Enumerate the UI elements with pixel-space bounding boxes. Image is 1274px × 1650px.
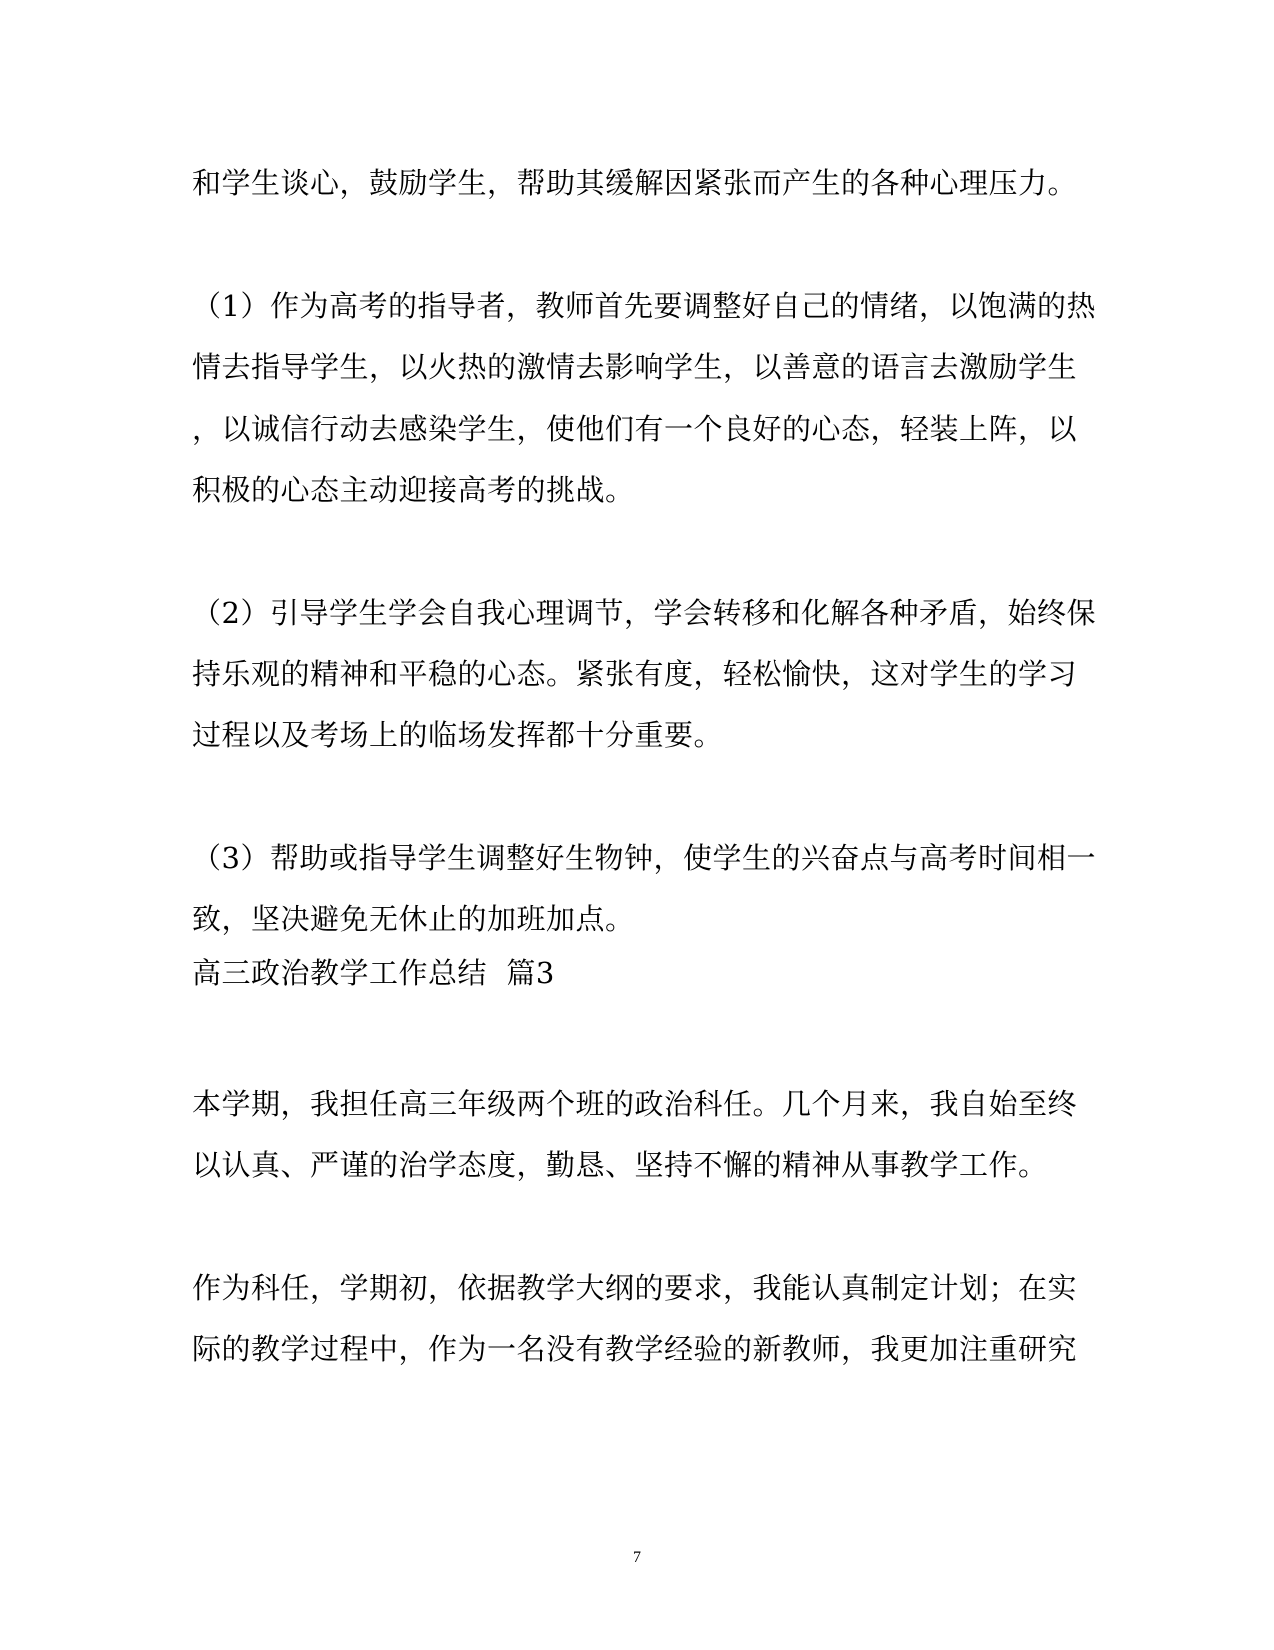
text-line: ，以诚信行动去感染学生，使他们有一个良好的心态，轻装上阵，以 [192,412,1078,446]
text-line: 作为科任，学期初，依据教学大纲的要求，我能认真制定计划；在实 [192,1271,1078,1305]
text-line: 际的教学过程中，作为一名没有教学经验的新教师，我更加注重研究 [192,1332,1078,1366]
text-line: 以认真、严谨的治学态度，勤恳、坚持不懈的精神从事教学工作。 [192,1148,1048,1182]
text-line: 积极的心态主动迎接高考的挑战。 [192,473,635,507]
text-line: 和学生谈心，鼓励学生，帮助其缓解因紧张而产生的各种心理压力。 [192,166,1078,200]
section-heading: 高三政治教学工作总结 篇3 [192,956,555,990]
text-line: 过程以及考场上的临场发挥都十分重要。 [192,718,724,752]
page-number: 7 [633,1549,641,1566]
text-line: 本学期，我担任高三年级两个班的政治科任。几个月来，我自始至终 [192,1087,1078,1121]
text-line: 情去指导学生，以火热的激情去影响学生，以善意的语言去激励学生 [192,350,1078,384]
text-line: 持乐观的精神和平稳的心态。紧张有度，轻松愉快，这对学生的学习 [192,657,1078,691]
text-line: （1）作为高考的指导者，教师首先要调整好自己的情绪，以饱满的热 [192,289,1096,323]
text-line: 致，坚决避免无休止的加班加点。 [192,902,635,936]
text-line: （3）帮助或指导学生调整好生物钟，使学生的兴奋点与高考时间相一 [192,841,1096,875]
text-line: （2）引导学生学会自我心理调节，学会转移和化解各种矛盾，始终保 [192,596,1096,630]
